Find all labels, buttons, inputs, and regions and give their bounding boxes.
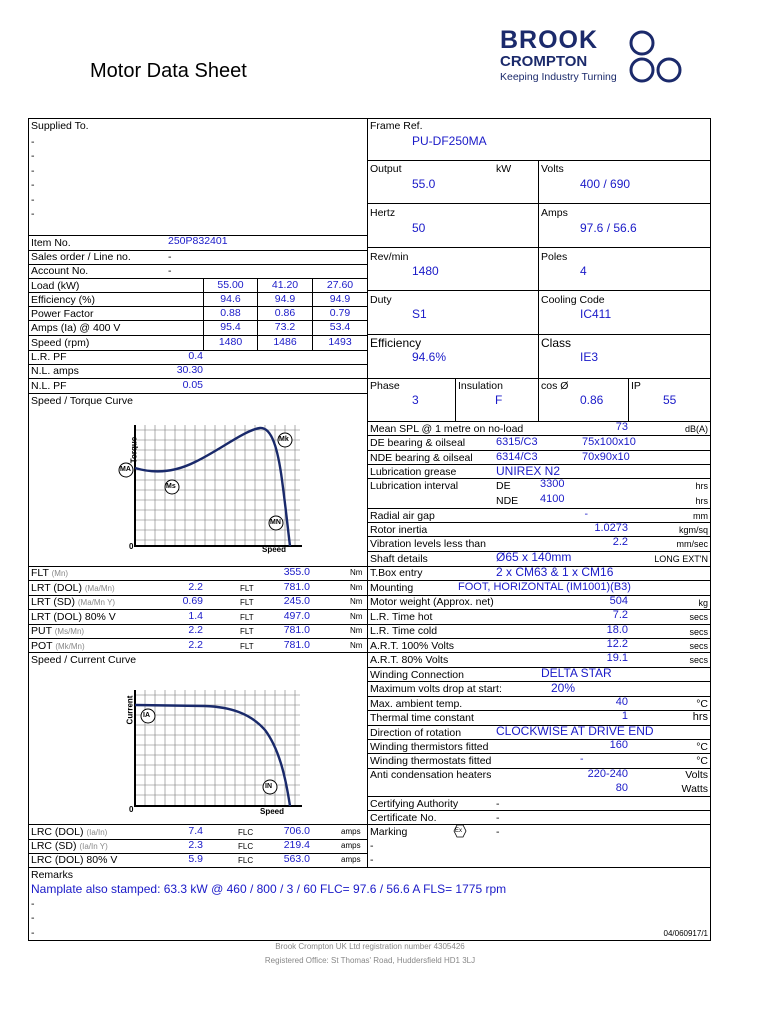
cooling-code-value: IC411: [580, 307, 612, 321]
ms-marker: Ms: [166, 483, 176, 490]
ia-marker: IA: [143, 712, 150, 719]
pot-label: POT: [31, 640, 53, 652]
speed-value: 1493: [328, 336, 352, 348]
ip-label: IP: [631, 380, 641, 392]
air-gap-label: Radial air gap: [370, 510, 435, 522]
page-title: Motor Data Sheet: [90, 60, 247, 82]
supplied-to-label: Supplied To.: [31, 120, 89, 132]
grease-label: Lubrication grease: [370, 466, 457, 478]
cert-no-label: Certificate No.: [370, 812, 437, 824]
speed-current-curve: [110, 685, 310, 825]
supplied-line: -: [31, 179, 35, 191]
power-factor-label: Power Factor: [31, 308, 94, 320]
shaft-unit: LONG EXT'N: [654, 554, 708, 564]
vibration-label: Vibration levels less than: [370, 538, 486, 550]
efficiency-value: 94.9: [274, 293, 296, 305]
power-factor-value: 0.79: [329, 307, 351, 319]
put-sub: (Ms/Mn): [54, 627, 85, 636]
efficiency-value: 94.9: [329, 293, 351, 305]
amps-value: 53.4: [329, 321, 351, 333]
thermistors-label: Winding thermistors fitted: [370, 741, 489, 753]
supplied-line: -: [31, 165, 35, 177]
rotation-value: CLOCKWISE AT DRIVE END: [496, 724, 654, 738]
ambient-temp-value: 40: [615, 696, 628, 708]
cos-phi-value: 0.86: [580, 393, 604, 407]
lrt-sd-value: 245.0: [283, 595, 310, 607]
phase-label: Phase: [370, 380, 400, 392]
current-axis-label: Current: [125, 695, 135, 725]
lrc-dol-value: 706.0: [283, 825, 310, 837]
spl-value: 73: [615, 421, 628, 433]
amps-rating-value: 97.6 / 56.6: [580, 221, 637, 235]
amps-unit: amps: [341, 841, 361, 850]
flt-value: 355.0: [283, 566, 310, 578]
lrt-dol-ratio: 2.2: [188, 581, 203, 593]
lube-nde-value: 4100: [540, 493, 565, 505]
weight-value: 504: [609, 595, 628, 607]
efficiency-value: 94.6: [220, 293, 241, 305]
heaters-volts-value: 220-240: [587, 768, 628, 780]
supplied-line: -: [31, 208, 35, 220]
cert-authority-label: Certifying Authority: [370, 798, 459, 810]
secs-unit: secs: [689, 641, 708, 651]
flt-ref: FLT: [240, 642, 254, 651]
lr-cold-label: L.R. Time cold: [370, 625, 438, 637]
hertz-label: Hertz: [370, 207, 396, 219]
hrs-unit: hrs: [695, 496, 708, 506]
lr-hot-value: 7.2: [612, 609, 628, 621]
volts-label: Volts: [541, 163, 564, 175]
marking-line: -: [370, 840, 374, 852]
hrs-unit: hrs: [695, 481, 708, 491]
weight-label: Motor weight (Approx. net): [370, 596, 494, 608]
amps-value: 95.4: [220, 321, 241, 333]
output-label: Output: [370, 163, 402, 175]
brand-logo: [498, 26, 698, 86]
supplied-line: -: [31, 194, 35, 206]
supplied-line: -: [31, 150, 35, 162]
account-no-value: -: [168, 265, 172, 277]
pot-ratio: 2.2: [188, 639, 203, 651]
ex-mark-label: Ex: [455, 828, 463, 834]
load-label: Load (kW): [31, 280, 80, 292]
power-factor-value: 0.86: [274, 307, 296, 319]
winding-connection-label: Winding Connection: [370, 669, 464, 681]
pot-sub: (Mk/Mn): [55, 642, 85, 651]
nl-pf-label: N.L. PF: [31, 380, 67, 392]
nm-unit: Nm: [350, 641, 363, 650]
nl-amps-value: 30.30: [176, 364, 203, 376]
put-value: 781.0: [283, 624, 310, 636]
spl-unit: dB(A): [684, 424, 708, 434]
tbox-label: T.Box entry: [370, 567, 423, 579]
logo-line1: BROOK: [500, 26, 599, 54]
load-value: 55.00: [217, 279, 244, 291]
cooling-code-label: Cooling Code: [541, 294, 605, 306]
art-80-label: A.R.T. 80% Volts: [370, 654, 449, 666]
speed-value: 1480: [218, 336, 243, 348]
degc-unit: °C: [696, 741, 708, 753]
volts-drop-label: Maximum volts drop at start:: [370, 683, 502, 695]
lrc-80-ratio: 5.9: [188, 853, 203, 865]
rotor-inertia-value: 1.0273: [594, 522, 628, 534]
lrt-sd-sub: (Ma/Mn Y): [77, 598, 116, 607]
duty-value: S1: [412, 307, 427, 321]
speed-axis-label: Speed: [262, 545, 287, 554]
nde-bearing-value: 6314/C3: [496, 451, 538, 463]
amps-unit: amps: [341, 827, 361, 836]
output-value: 55.0: [412, 177, 436, 191]
marking-value: -: [496, 826, 500, 838]
thermostats-label: Winding thermostats fitted: [370, 755, 492, 767]
amps-unit: amps: [341, 855, 361, 864]
thermal-time-value: 1: [621, 710, 628, 722]
lube-interval-label: Lubrication interval: [370, 480, 459, 492]
speed-value: 1486: [273, 336, 297, 348]
mk-marker: Mk: [279, 436, 289, 443]
shaft-value: Ø65 x 140mm: [496, 550, 572, 564]
rotor-inertia-label: Rotor inertia: [370, 524, 428, 536]
vibration-value: 2.2: [612, 536, 628, 548]
mounting-label: Mounting: [370, 582, 414, 594]
degc-unit: °C: [696, 698, 708, 710]
art-100-label: A.R.T. 100% Volts: [370, 640, 455, 652]
logo-rings-icon: [628, 26, 692, 86]
remarks-line: -: [31, 912, 35, 924]
mounting-value: FOOT, HORIZONTAL (IM1001)(B3): [458, 581, 631, 593]
load-value: 27.60: [326, 279, 354, 291]
nm-unit: Nm: [350, 583, 363, 592]
hrs-unit: hrs: [692, 711, 708, 723]
lrc-sd-sub: (Ia/In Y): [79, 842, 108, 851]
rev-min-value: 1480: [412, 264, 439, 278]
vibration-unit: mm/sec: [676, 539, 708, 549]
remarks-line: -: [31, 898, 35, 910]
shaft-label: Shaft details: [370, 553, 428, 565]
lrt-80-value: 497.0: [283, 610, 310, 622]
amps-value: 73.2: [274, 321, 296, 333]
art-80-value: 19.1: [606, 652, 628, 664]
column-divider: [367, 118, 368, 868]
lr-cold-value: 18.0: [606, 624, 628, 636]
de-oilseal-value: 75x100x10: [582, 436, 636, 448]
ambient-temp-label: Max. ambient temp.: [370, 698, 463, 710]
cos-phi-label: cos Ø: [541, 380, 569, 392]
nm-unit: Nm: [350, 612, 363, 621]
volts-unit: Volts: [685, 769, 708, 781]
class-label: Class: [541, 336, 572, 350]
origin-label: 0: [129, 542, 134, 551]
logo-line2: CROMPTON: [500, 53, 588, 70]
remarks-label: Remarks: [31, 869, 74, 881]
insulation-label: Insulation: [458, 380, 503, 392]
lr-pf-label: L.R. PF: [31, 351, 67, 363]
lube-nde-label: NDE: [496, 495, 519, 507]
in-marker: IN: [265, 783, 272, 790]
hertz-value: 50: [412, 221, 426, 235]
rotation-label: Direction of rotation: [370, 727, 462, 739]
flc-ref: FLC: [238, 856, 254, 865]
flt-ref: FLT: [240, 598, 254, 607]
phase-value: 3: [412, 393, 419, 407]
watts-unit: Watts: [681, 783, 708, 795]
mm-unit: mm: [693, 511, 708, 521]
logo-tagline: Keeping Industry Turning: [500, 71, 617, 83]
lube-de-label: DE: [496, 480, 511, 492]
flt-label: FLT: [31, 567, 49, 579]
put-label: PUT: [31, 625, 52, 637]
secs-unit: secs: [689, 655, 708, 665]
speed-current-label: Speed / Current Curve: [31, 654, 137, 666]
lube-de-value: 3300: [540, 478, 565, 490]
lrc-dol-ratio: 7.4: [188, 825, 203, 837]
secs-unit: secs: [689, 612, 708, 622]
put-ratio: 2.2: [188, 624, 203, 636]
remarks-text: Namplate also stamped: 63.3 kW @ 460 / 800 / 3 / 60 FLC= 97.6 / 56.6 A FLS= 1775 rpm: [31, 882, 507, 896]
amps-label: Amps (Ia) @ 400 V: [31, 322, 121, 334]
poles-label: Poles: [541, 251, 568, 263]
speed-torque-label: Speed / Torque Curve: [31, 395, 133, 407]
volts-drop-value: 20%: [551, 681, 576, 695]
kg-unit: kg: [698, 598, 708, 608]
sales-order-value: -: [168, 251, 172, 263]
mn-marker: MN: [270, 519, 281, 526]
class-value: IE3: [580, 350, 599, 364]
lrt-dol-label: LRT (DOL): [31, 582, 82, 594]
lr-hot-label: L.R. Time hot: [370, 611, 433, 623]
document-ref: 04/060917/1: [663, 929, 708, 938]
item-no-value: 250P832401: [168, 235, 228, 247]
duty-label: Duty: [370, 294, 392, 306]
rev-min-label: Rev/min: [370, 251, 409, 263]
frame-ref-label: Frame Ref.: [370, 120, 423, 132]
efficiency-percent-value: 94.6%: [412, 350, 447, 364]
lrt-80-ratio: 1.4: [188, 610, 203, 622]
load-value: 41.20: [271, 279, 299, 291]
lrc-80-value: 563.0: [283, 853, 310, 865]
efficiency-label: Efficiency (%): [31, 294, 95, 306]
flc-ref: FLC: [238, 828, 254, 837]
kw-unit: kW: [496, 163, 512, 175]
speed-axis-label: Speed: [260, 807, 285, 816]
lrc-dol-sub: (Ia/In): [86, 828, 108, 837]
poles-value: 4: [580, 264, 587, 278]
lrt-80-label: LRT (DOL) 80% V: [31, 611, 116, 623]
lrc-sd-label: LRC (SD): [31, 840, 77, 852]
thermal-time-label: Thermal time constant: [370, 712, 474, 724]
de-bearing-value: 6315/C3: [496, 436, 538, 448]
item-no-label: Item No.: [31, 237, 71, 249]
nde-bearing-label: NDE bearing & oilseal: [370, 452, 473, 464]
supplied-line: -: [31, 136, 35, 148]
air-gap-value: -: [584, 508, 588, 520]
account-no-label: Account No.: [31, 265, 89, 277]
cert-no-value: -: [496, 812, 500, 824]
heaters-watts-value: 80: [615, 782, 628, 794]
frame-ref-value: PU-DF250MA: [412, 134, 487, 148]
inertia-unit: kgm/sq: [678, 525, 708, 535]
nm-unit: Nm: [350, 597, 363, 606]
secs-unit: secs: [689, 627, 708, 637]
insulation-value: F: [495, 393, 503, 407]
nm-unit: Nm: [350, 626, 363, 635]
lrt-dol-value: 781.0: [283, 581, 310, 593]
flt-ref: FLT: [240, 613, 254, 622]
speed-label: Speed (rpm): [31, 337, 90, 349]
lrc-80-label: LRC (DOL) 80% V: [31, 854, 118, 866]
lrt-sd-ratio: 0.69: [182, 595, 203, 607]
thermostats-value: -: [580, 753, 584, 765]
lrt-dol-sub: (Ma/Mn): [84, 584, 115, 593]
flt-ref: FLT: [240, 584, 254, 593]
lrc-dol-label: LRC (DOL): [31, 826, 84, 838]
amps-rating-label: Amps: [541, 207, 568, 219]
nde-oilseal-value: 70x90x10: [582, 451, 630, 463]
ip-value: 55: [663, 393, 677, 407]
tbox-value: 2 x CM63 & 1 x CM16: [496, 565, 614, 579]
ma-marker: MA: [120, 466, 131, 473]
flc-ref: FLC: [238, 842, 254, 851]
nl-pf-value: 0.05: [182, 379, 203, 391]
volts-value: 400 / 690: [580, 177, 631, 191]
art-100-value: 12.2: [606, 638, 628, 650]
remarks-line: -: [31, 927, 35, 939]
footer-address: Registered Office: St Thomas' Road, Huddersfield HD1 3LJ: [264, 956, 476, 965]
power-factor-value: 0.88: [220, 307, 241, 319]
flt-sub: (Mn): [51, 569, 69, 578]
marking-line: -: [370, 854, 374, 866]
heaters-label: Anti condensation heaters: [370, 769, 492, 781]
sales-order-label: Sales order / Line no.: [31, 251, 131, 263]
lrt-sd-label: LRT (SD): [31, 596, 75, 608]
grease-value: UNIREX N2: [496, 464, 561, 478]
lrc-sd-value: 219.4: [283, 839, 310, 851]
thermistors-value: 160: [609, 739, 628, 751]
efficiency-class-label: Efficiency: [370, 336, 422, 350]
origin-label: 0: [129, 805, 134, 814]
pot-value: 781.0: [283, 639, 310, 651]
nm-unit: Nm: [350, 568, 363, 577]
lrc-sd-ratio: 2.3: [188, 839, 203, 851]
nl-amps-label: N.L. amps: [31, 365, 79, 377]
degc-unit: °C: [696, 755, 708, 767]
winding-connection-value: DELTA STAR: [541, 666, 612, 680]
flt-ref: FLT: [240, 627, 254, 636]
torque-axis-label: Torque: [129, 436, 139, 464]
marking-label: Marking: [370, 826, 408, 838]
lr-pf-value: 0.4: [188, 350, 203, 362]
spl-label: Mean SPL @ 1 metre on no-load: [370, 423, 524, 435]
footer-registration: Brook Crompton UK Ltd registration number 4305426: [275, 942, 465, 951]
de-bearing-label: DE bearing & oilseal: [370, 437, 466, 449]
cert-authority-value: -: [496, 798, 500, 810]
